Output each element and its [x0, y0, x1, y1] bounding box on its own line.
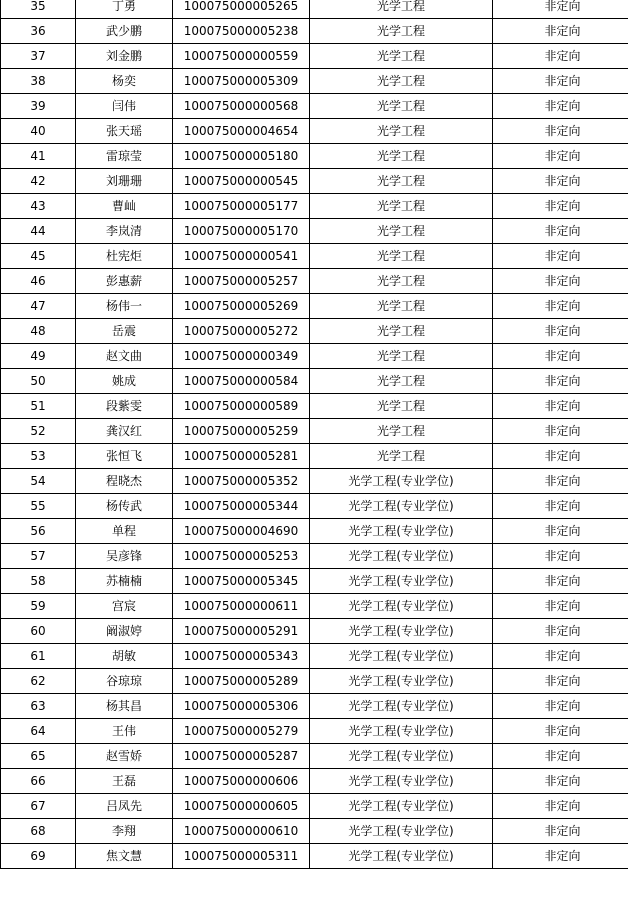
table-row [1, 44, 628, 69]
enrollment-type: 非定向 [493, 369, 628, 394]
table-row [1, 0, 628, 19]
enrollment-type: 非定向 [493, 119, 628, 144]
enrollment-type: 非定向 [493, 319, 628, 344]
student-name: 胡敏 [76, 644, 173, 669]
enrollment-type: 非定向 [493, 394, 628, 419]
major-name: 光学工程 [310, 419, 493, 444]
row-number: 64 [1, 719, 76, 744]
enrollment-type: 非定向 [493, 419, 628, 444]
row-number: 55 [1, 494, 76, 519]
row-number: 44 [1, 219, 76, 244]
student-name: 王磊 [76, 769, 173, 794]
enrollment-type: 非定向 [493, 769, 628, 794]
candidate-number: 100075000005352 [173, 469, 310, 494]
candidate-number: 100075000000605 [173, 794, 310, 819]
table-row [1, 419, 628, 444]
candidate-number: 100075000000559 [173, 44, 310, 69]
major-name: 光学工程 [310, 94, 493, 119]
candidate-number: 100075000005279 [173, 719, 310, 744]
student-name: 雷琼莹 [76, 144, 173, 169]
candidate-number: 100075000005265 [173, 0, 310, 19]
table-row [1, 519, 628, 544]
student-name: 李岚清 [76, 219, 173, 244]
table-row [1, 769, 628, 794]
candidate-number: 100075000000611 [173, 594, 310, 619]
enrollment-type: 非定向 [493, 619, 628, 644]
student-name: 李翔 [76, 819, 173, 844]
candidate-number: 100075000005269 [173, 294, 310, 319]
row-number: 36 [1, 19, 76, 44]
enrollment-type: 非定向 [493, 169, 628, 194]
table-row [1, 444, 628, 469]
table-row [1, 69, 628, 94]
row-number: 42 [1, 169, 76, 194]
candidate-number: 100075000000584 [173, 369, 310, 394]
row-number: 35 [1, 0, 76, 19]
candidate-number: 100075000005253 [173, 544, 310, 569]
row-number: 67 [1, 794, 76, 819]
major-name: 光学工程 [310, 0, 493, 19]
major-name: 光学工程 [310, 44, 493, 69]
candidate-number: 100075000000589 [173, 394, 310, 419]
student-name: 刘珊珊 [76, 169, 173, 194]
candidate-number: 100075000005272 [173, 319, 310, 344]
table-row [1, 644, 628, 669]
major-name: 光学工程(专业学位) [310, 819, 493, 844]
row-number: 51 [1, 394, 76, 419]
enrollment-type: 非定向 [493, 269, 628, 294]
student-name: 龚汉红 [76, 419, 173, 444]
major-name: 光学工程(专业学位) [310, 644, 493, 669]
table-row [1, 794, 628, 819]
candidate-number: 100075000005289 [173, 669, 310, 694]
candidate-number: 100075000005344 [173, 494, 310, 519]
student-name: 谷琼琼 [76, 669, 173, 694]
table-row [1, 544, 628, 569]
row-number: 61 [1, 644, 76, 669]
row-number: 57 [1, 544, 76, 569]
student-name: 彭惠薪 [76, 269, 173, 294]
row-number: 53 [1, 444, 76, 469]
table-row [1, 669, 628, 694]
student-name: 杜宪炬 [76, 244, 173, 269]
row-number: 52 [1, 419, 76, 444]
row-number: 41 [1, 144, 76, 169]
table-row [1, 119, 628, 144]
student-name: 闫伟 [76, 94, 173, 119]
row-number: 66 [1, 769, 76, 794]
enrollment-type: 非定向 [493, 344, 628, 369]
student-name: 单程 [76, 519, 173, 544]
major-name: 光学工程 [310, 194, 493, 219]
enrollment-type: 非定向 [493, 519, 628, 544]
candidate-number: 100075000005309 [173, 69, 310, 94]
candidate-number: 100075000000606 [173, 769, 310, 794]
candidate-number: 100075000005343 [173, 644, 310, 669]
candidate-number: 100075000005259 [173, 419, 310, 444]
row-number: 43 [1, 194, 76, 219]
row-number: 54 [1, 469, 76, 494]
major-name: 光学工程(专业学位) [310, 844, 493, 869]
table-row [1, 719, 628, 744]
row-number: 45 [1, 244, 76, 269]
major-name: 光学工程(专业学位) [310, 719, 493, 744]
table-row [1, 469, 628, 494]
candidate-number: 100075000005177 [173, 194, 310, 219]
enrollment-type: 非定向 [493, 744, 628, 769]
candidate-number: 100075000005238 [173, 19, 310, 44]
major-name: 光学工程 [310, 119, 493, 144]
table-row [1, 19, 628, 44]
candidate-number: 100075000000610 [173, 819, 310, 844]
enrollment-type: 非定向 [493, 194, 628, 219]
student-name: 刘金鹏 [76, 44, 173, 69]
candidate-number: 100075000000545 [173, 169, 310, 194]
major-name: 光学工程(专业学位) [310, 569, 493, 594]
student-name: 张恒飞 [76, 444, 173, 469]
table-row [1, 694, 628, 719]
row-number: 39 [1, 94, 76, 119]
table-row [1, 194, 628, 219]
major-name: 光学工程 [310, 169, 493, 194]
enrollment-type: 非定向 [493, 94, 628, 119]
student-name: 王伟 [76, 719, 173, 744]
major-name: 光学工程(专业学位) [310, 669, 493, 694]
table-row [1, 319, 628, 344]
candidate-number: 100075000000568 [173, 94, 310, 119]
table-row [1, 169, 628, 194]
table-row [1, 394, 628, 419]
row-number: 65 [1, 744, 76, 769]
student-name: 赵文曲 [76, 344, 173, 369]
row-number: 59 [1, 594, 76, 619]
candidate-number: 100075000005345 [173, 569, 310, 594]
candidate-number: 100075000005257 [173, 269, 310, 294]
row-number: 63 [1, 694, 76, 719]
enrollment-type: 非定向 [493, 144, 628, 169]
enrollment-type: 非定向 [493, 244, 628, 269]
major-name: 光学工程 [310, 244, 493, 269]
enrollment-type: 非定向 [493, 44, 628, 69]
student-name: 曹屾 [76, 194, 173, 219]
table-row [1, 569, 628, 594]
row-number: 50 [1, 369, 76, 394]
student-name: 张天瑶 [76, 119, 173, 144]
enrollment-type: 非定向 [493, 219, 628, 244]
candidate-number: 100075000000349 [173, 344, 310, 369]
major-name: 光学工程 [310, 69, 493, 94]
major-name: 光学工程 [310, 294, 493, 319]
enrollment-type: 非定向 [493, 794, 628, 819]
student-name: 岳震 [76, 319, 173, 344]
student-name: 宫宸 [76, 594, 173, 619]
enrollment-type: 非定向 [493, 844, 628, 869]
major-name: 光学工程 [310, 444, 493, 469]
candidate-number: 100075000005170 [173, 219, 310, 244]
candidate-number: 100075000005281 [173, 444, 310, 469]
enrollment-type: 非定向 [493, 594, 628, 619]
table-row [1, 94, 628, 119]
candidate-number: 100075000005287 [173, 744, 310, 769]
row-number: 62 [1, 669, 76, 694]
student-name: 杨其昌 [76, 694, 173, 719]
student-name: 杨奕 [76, 69, 173, 94]
student-name: 程晓杰 [76, 469, 173, 494]
table-row [1, 219, 628, 244]
student-name: 吕凤先 [76, 794, 173, 819]
enrollment-type: 非定向 [493, 719, 628, 744]
row-number: 49 [1, 344, 76, 369]
row-number: 40 [1, 119, 76, 144]
major-name: 光学工程(专业学位) [310, 469, 493, 494]
candidate-number: 100075000000541 [173, 244, 310, 269]
table-row [1, 144, 628, 169]
candidate-number: 100075000005180 [173, 144, 310, 169]
student-name: 杨传武 [76, 494, 173, 519]
candidate-number: 100075000005291 [173, 619, 310, 644]
row-number: 56 [1, 519, 76, 544]
table-row [1, 344, 628, 369]
row-number: 58 [1, 569, 76, 594]
enrollment-type: 非定向 [493, 669, 628, 694]
enrollment-type: 非定向 [493, 469, 628, 494]
candidate-number: 100075000004690 [173, 519, 310, 544]
row-number: 48 [1, 319, 76, 344]
row-number: 60 [1, 619, 76, 644]
major-name: 光学工程 [310, 269, 493, 294]
major-name: 光学工程 [310, 344, 493, 369]
enrollment-type: 非定向 [493, 694, 628, 719]
row-number: 68 [1, 819, 76, 844]
major-name: 光学工程 [310, 219, 493, 244]
table-row [1, 819, 628, 844]
enrollment-type: 非定向 [493, 494, 628, 519]
student-name: 武少鹏 [76, 19, 173, 44]
major-name: 光学工程(专业学位) [310, 794, 493, 819]
major-name: 光学工程 [310, 319, 493, 344]
major-name: 光学工程(专业学位) [310, 744, 493, 769]
major-name: 光学工程(专业学位) [310, 594, 493, 619]
enrollment-type: 非定向 [493, 444, 628, 469]
table-row [1, 294, 628, 319]
student-name: 杨伟一 [76, 294, 173, 319]
enrollment-type: 非定向 [493, 569, 628, 594]
table-row [1, 269, 628, 294]
major-name: 光学工程(专业学位) [310, 769, 493, 794]
table-row [1, 844, 628, 869]
major-name: 光学工程 [310, 369, 493, 394]
row-number: 37 [1, 44, 76, 69]
enrollment-type: 非定向 [493, 69, 628, 94]
major-name: 光学工程(专业学位) [310, 494, 493, 519]
table-row [1, 494, 628, 519]
table-row [1, 369, 628, 394]
student-name: 焦文慧 [76, 844, 173, 869]
candidate-number: 100075000005306 [173, 694, 310, 719]
major-name: 光学工程(专业学位) [310, 619, 493, 644]
major-name: 光学工程(专业学位) [310, 544, 493, 569]
student-name: 阚淑婷 [76, 619, 173, 644]
student-name: 吴彦锋 [76, 544, 173, 569]
student-name: 苏楠楠 [76, 569, 173, 594]
major-name: 光学工程 [310, 144, 493, 169]
student-name: 姚成 [76, 369, 173, 394]
student-name: 段紫雯 [76, 394, 173, 419]
row-number: 69 [1, 844, 76, 869]
table-row [1, 619, 628, 644]
student-name: 赵雪娇 [76, 744, 173, 769]
candidate-number: 100075000005311 [173, 844, 310, 869]
major-name: 光学工程 [310, 394, 493, 419]
enrollment-type: 非定向 [493, 644, 628, 669]
admission-list-body [1, 0, 628, 869]
student-name: 丁勇 [76, 0, 173, 19]
table-row [1, 744, 628, 769]
table-row [1, 594, 628, 619]
enrollment-type: 非定向 [493, 294, 628, 319]
major-name: 光学工程(专业学位) [310, 519, 493, 544]
enrollment-type: 非定向 [493, 0, 628, 19]
row-number: 46 [1, 269, 76, 294]
row-number: 38 [1, 69, 76, 94]
table-row [1, 244, 628, 269]
enrollment-type: 非定向 [493, 544, 628, 569]
enrollment-type: 非定向 [493, 819, 628, 844]
candidate-number: 100075000004654 [173, 119, 310, 144]
major-name: 光学工程(专业学位) [310, 694, 493, 719]
row-number: 47 [1, 294, 76, 319]
enrollment-type: 非定向 [493, 19, 628, 44]
major-name: 光学工程 [310, 19, 493, 44]
